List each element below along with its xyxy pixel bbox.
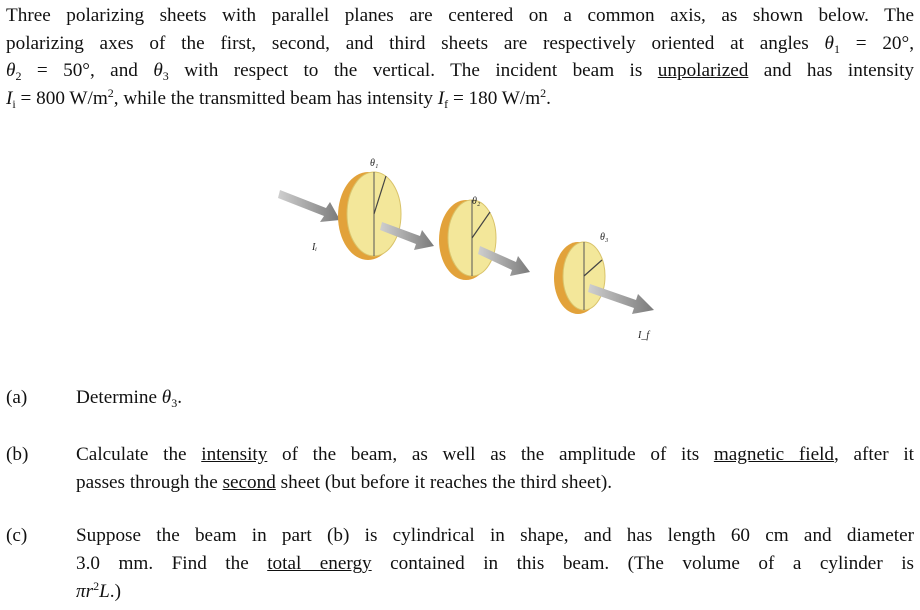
subscript: f — [444, 96, 449, 111]
final-intensity: = 180 W/m — [448, 87, 541, 109]
part-c-text-a: 3.0 mm. Find the — [76, 553, 268, 574]
intro-text: polarizing axes of the first, second, and third sheets are respectively oriented at angles — [6, 32, 825, 54]
theta-symbol: θ — [161, 387, 172, 408]
intensity-symbol: I — [437, 87, 445, 109]
incident-beam-arrow — [278, 190, 340, 222]
intro-text: , while the transmitted beam has intensity — [113, 87, 438, 109]
part-c-line-2 — [76, 550, 914, 578]
theta-symbol: θ — [153, 60, 163, 81]
polarizer-sheet-3 — [554, 242, 605, 314]
intensity-symbol: I — [6, 87, 13, 109]
subscript: 3 — [162, 69, 169, 83]
polarizer-figure — [270, 150, 670, 345]
intro-text: . — [546, 87, 551, 109]
subscript: i — [12, 96, 16, 111]
intro-text: with respect to the vertical. The incident beam is — [168, 60, 658, 81]
theta-symbol: θ — [6, 60, 16, 81]
figure-label-theta3: θ₃ — [600, 232, 609, 243]
magnetic-field-term: magnetic field — [713, 444, 835, 465]
part-b-text-b: of the beam, as well as the amplitude of its — [267, 444, 714, 465]
figure-label-theta1: θ₁ — [370, 158, 379, 169]
part-b-text-e: sheet (but before it reaches the third sheet). — [275, 472, 613, 493]
intro-line-1: Three polarizing sheets with parallel planes are centered on a common axis, as shown below. The — [6, 5, 914, 26]
polarizer-sheet-1 — [338, 172, 401, 260]
superscript: 2 — [107, 85, 114, 100]
theta1-value: = 20°, — [839, 32, 915, 54]
figure-label-If: I_f — [638, 330, 650, 341]
part-b-text-a: Calculate the — [76, 444, 202, 465]
unpolarized-term: unpolarized — [657, 60, 749, 81]
part-b-text-c: , after it — [834, 444, 914, 465]
part-a-label: (a) — [6, 387, 28, 408]
subscript: 3 — [171, 396, 178, 410]
superscript: 2 — [540, 85, 547, 100]
incident-intensity: = 800 W/m — [15, 87, 108, 109]
volume-formula: πr — [76, 581, 94, 602]
part-b-line-2 — [76, 469, 914, 497]
part-b-line-1 — [76, 441, 914, 469]
part-b-text — [76, 441, 914, 497]
part-b-text-d: passes through the — [76, 472, 223, 493]
part-c-line-3 — [76, 578, 914, 606]
figure-label-Ii: Iᵢ — [312, 242, 317, 253]
subscript: 1 — [833, 41, 840, 56]
length-symbol: L — [99, 581, 110, 602]
part-a-question: Determine — [76, 387, 162, 408]
part-b-label: (b) — [6, 444, 29, 465]
intro-text: and has intensity — [748, 60, 914, 81]
superscript: 2 — [93, 579, 100, 593]
part-a-text — [76, 384, 914, 412]
polarizer-sheet-2 — [439, 200, 496, 280]
second-term: second — [222, 472, 276, 493]
total-energy-term: total energy — [267, 553, 372, 574]
intro-line-4 — [6, 85, 914, 113]
problem-statement — [6, 2, 914, 112]
closing: .) — [109, 581, 121, 602]
subscript: 2 — [15, 69, 22, 83]
figure-label-theta2: θ₂ — [472, 196, 481, 207]
part-c-text — [76, 522, 914, 606]
theta-symbol: θ — [824, 32, 834, 54]
period: . — [177, 387, 183, 408]
intro-line-2 — [6, 30, 914, 58]
part-c-text-b: contained in this beam. (The volume of a cylinder is — [371, 553, 914, 574]
theta2-value: = 50°, and — [21, 60, 154, 81]
intro-line-3 — [6, 57, 914, 85]
intensity-term: intensity — [201, 444, 268, 465]
part-c-line-1: Suppose the beam in part (b) is cylindrical in shape, and has length 60 cm and diameter — [76, 525, 914, 546]
part-c-label: (c) — [6, 525, 28, 546]
